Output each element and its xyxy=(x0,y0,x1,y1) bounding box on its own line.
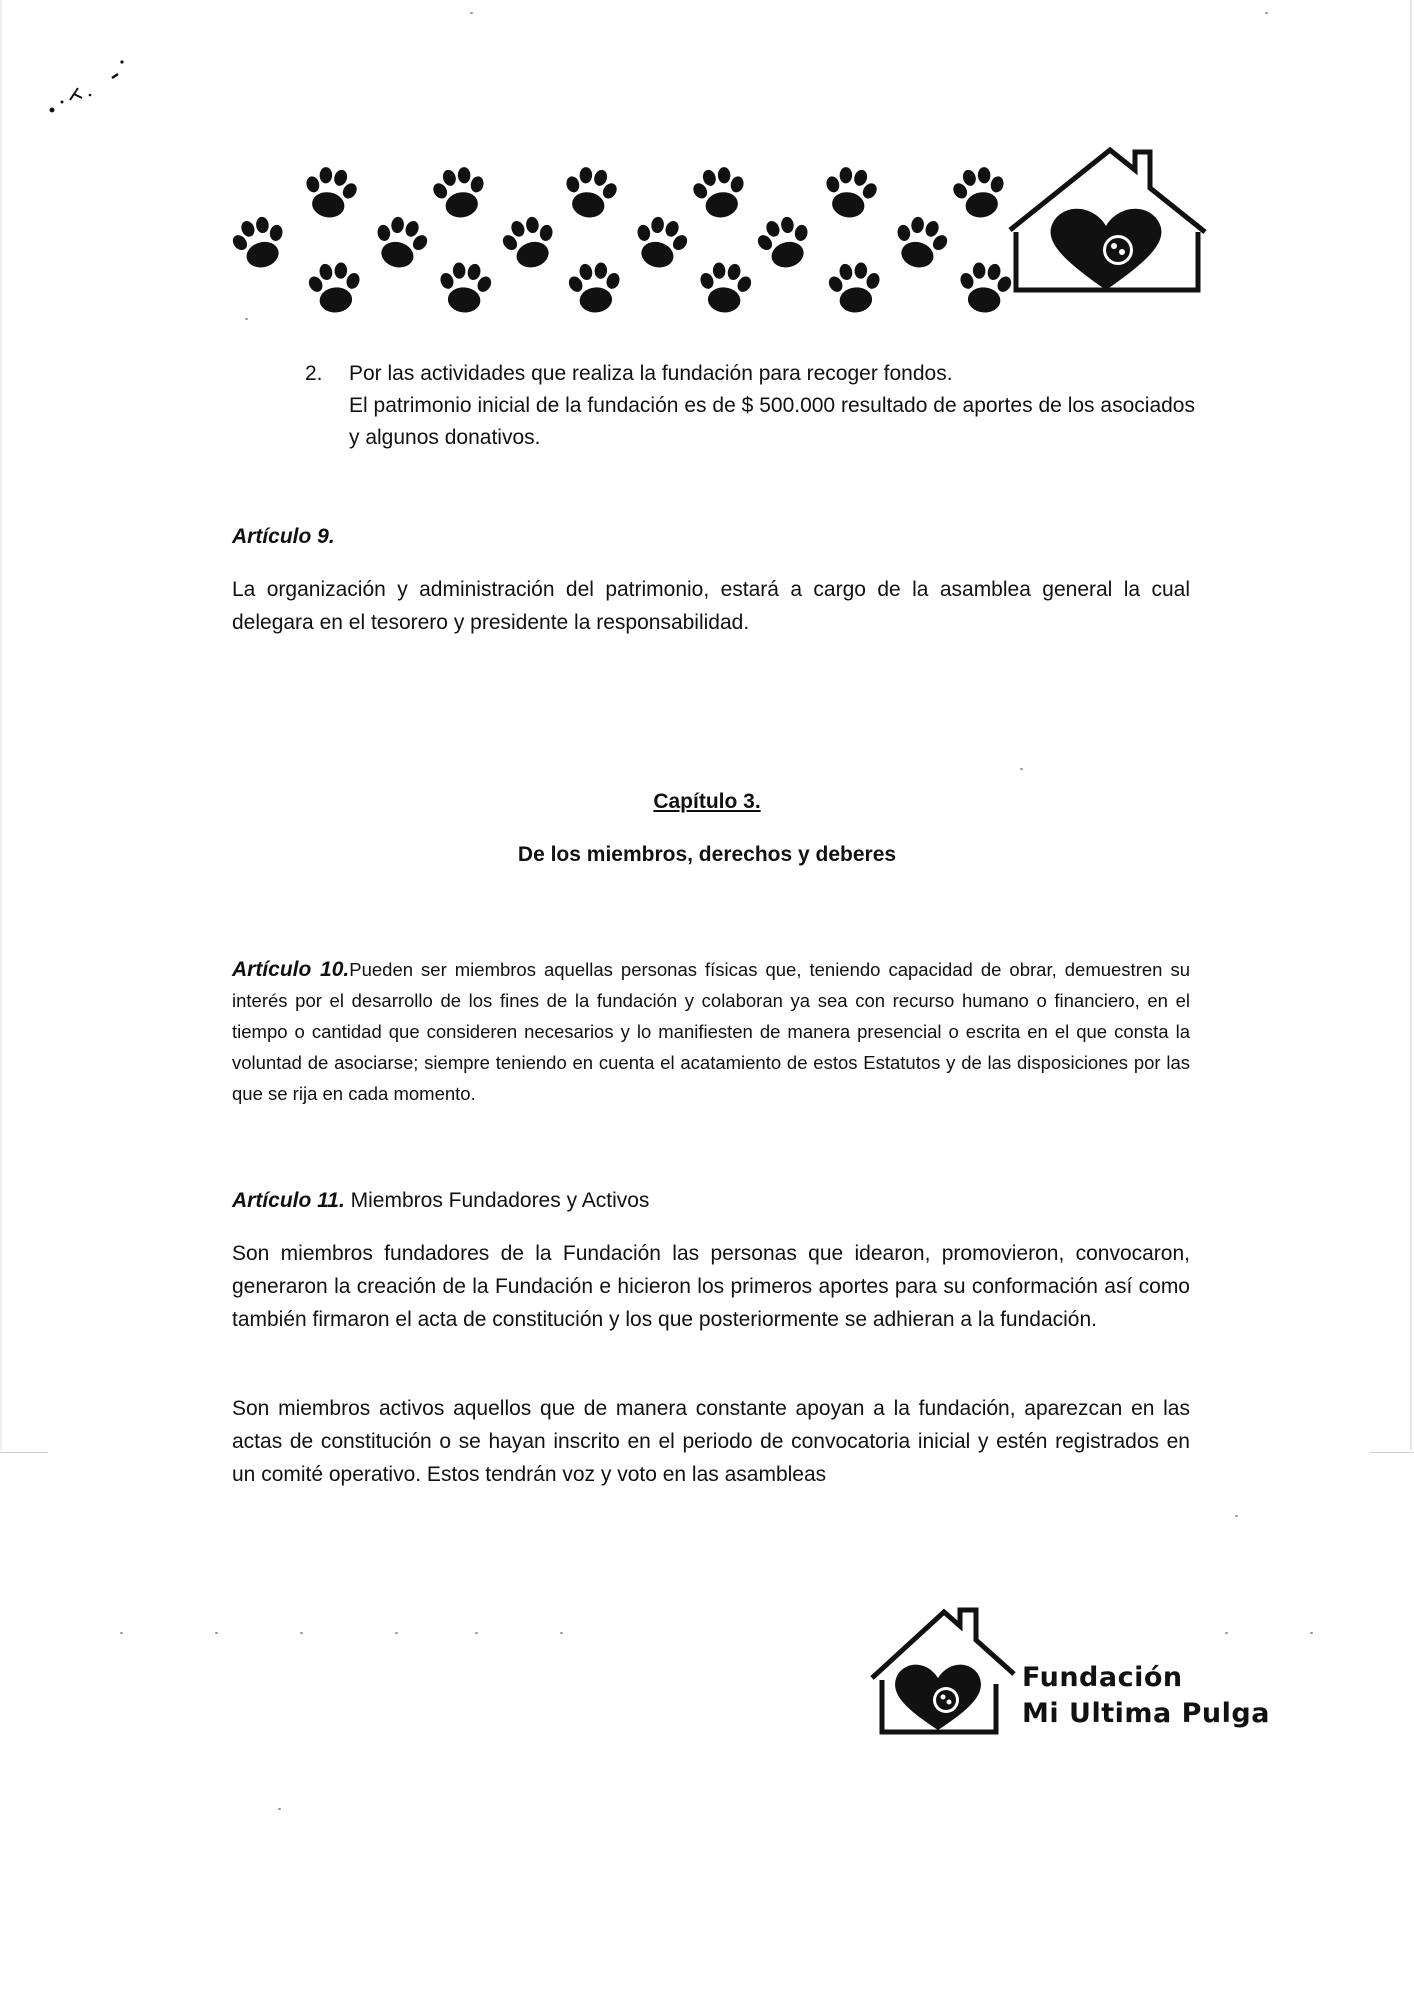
scan-speck xyxy=(215,1632,218,1634)
articulo-11-heading: Artículo 11. xyxy=(232,1189,345,1212)
house-heart-icon xyxy=(868,1600,1018,1735)
articulo-10-text: Pueden ser miembros aquellas personas físicas que, teniendo capacidad de obrar, demuestren su interés por el desarrollo de los fines de la fundación y colaboran ya sea con recurso humano o financiero, en el tiempo o cantidad que consideren necesarios y lo manifiesten de manera presencial o escrita en el que consta la voluntad de asociarse; siempre teniendo en cuenta el acatamiento de estos Estatutos y de las disposiciones por las que se rija en cada momento. xyxy=(232,959,1190,1104)
scan-speck xyxy=(278,1808,281,1810)
page-edge-right xyxy=(1410,0,1412,1450)
articulo-10-paragraph xyxy=(232,954,1190,1109)
paw-print-icon xyxy=(559,163,623,222)
fold-line-right xyxy=(1370,1452,1414,1453)
articulo-9-heading: Artículo 9. xyxy=(232,525,335,548)
scan-speck xyxy=(300,1632,303,1634)
paw-print-icon xyxy=(299,163,363,222)
list-line-activities: Por las actividades que realiza la fundación para recoger fondos. xyxy=(349,362,953,385)
fold-line-left xyxy=(0,1452,48,1453)
list-number: 2. xyxy=(305,362,323,385)
paw-print-icon xyxy=(825,260,885,315)
articulo-10-heading: Artículo 10. xyxy=(232,958,350,981)
articulo-11-title: Miembros Fundadores y Activos xyxy=(344,1189,650,1212)
scan-speck xyxy=(120,1632,123,1634)
chapter-subtitle: De los miembros, derechos y deberes xyxy=(517,843,897,866)
foundation-logo-text xyxy=(1022,1660,1270,1732)
scan-speck xyxy=(245,318,248,320)
paw-prints-icon xyxy=(230,140,1230,330)
articulo-11-header xyxy=(232,1189,649,1213)
paw-print-icon xyxy=(948,163,1012,222)
scan-speck xyxy=(475,1632,478,1634)
logo-line-fundacion: Fundación xyxy=(1022,1662,1183,1693)
page-edge-left xyxy=(0,0,2,1450)
paw-print-icon xyxy=(819,163,883,222)
paw-print-icon xyxy=(367,211,434,274)
paw-print-icon xyxy=(688,163,752,222)
articulo-11-paragraph-fundadores: Son miembros fundadores de la Fundación las personas que idearon, promovieron, convocaron, generaron la creación de la Fundación e hicieron los primeros aportes para su conformación así como también firmaron el acta de constitución y los que posteriormente se adhieran a la fundación. xyxy=(232,1242,1190,1331)
house-heart-icon xyxy=(1010,150,1205,290)
paw-print-icon xyxy=(435,260,495,315)
articulo-11-paragraph-activos: Son miembros activos aquellos que de manera constante apoyan a la fundación, aparezcan en las actas de constitución o se hayan inscrito en el periodo de convocatoria inicial y estén registrados en un comité operativo. Estos tendrán voz y voto en las asambleas xyxy=(232,1397,1190,1486)
scan-speck xyxy=(1310,1632,1313,1634)
list-line-patrimonio: El patrimonio inicial de la fundación es de $ 500.000 resultado de aportes de los asociados y algunos donativos. xyxy=(349,394,1195,449)
paw-print-icon xyxy=(230,211,293,274)
scan-speck xyxy=(395,1632,398,1634)
paw-print-icon xyxy=(496,211,563,274)
scan-speck xyxy=(1020,768,1023,770)
chapter-title: Capítulo 3. xyxy=(653,790,761,813)
logo-line-name: Mi Ultima Pulga xyxy=(1022,1698,1270,1729)
paw-print-icon xyxy=(695,260,755,315)
scan-speck xyxy=(560,1632,563,1634)
paw-print-icon xyxy=(428,163,492,222)
paw-print-icon xyxy=(955,260,1015,315)
paw-print-icon xyxy=(751,211,818,274)
paw-print-icon xyxy=(305,260,365,315)
funding-list-item xyxy=(305,358,1195,454)
paw-print-icon xyxy=(565,260,625,315)
paw-print-icon xyxy=(627,211,694,274)
scan-speck xyxy=(1235,1515,1238,1517)
scan-speck xyxy=(470,12,473,14)
scan-speck xyxy=(1225,1632,1228,1634)
corner-ink-marks xyxy=(40,40,140,120)
articulo-9-text: La organización y administración del patrimonio, estará a cargo de la asamblea general la cual delegara en el tesorero y presidente la responsabilidad. xyxy=(232,578,1190,634)
scan-speck xyxy=(1265,12,1268,14)
paw-print-icon xyxy=(887,211,954,274)
